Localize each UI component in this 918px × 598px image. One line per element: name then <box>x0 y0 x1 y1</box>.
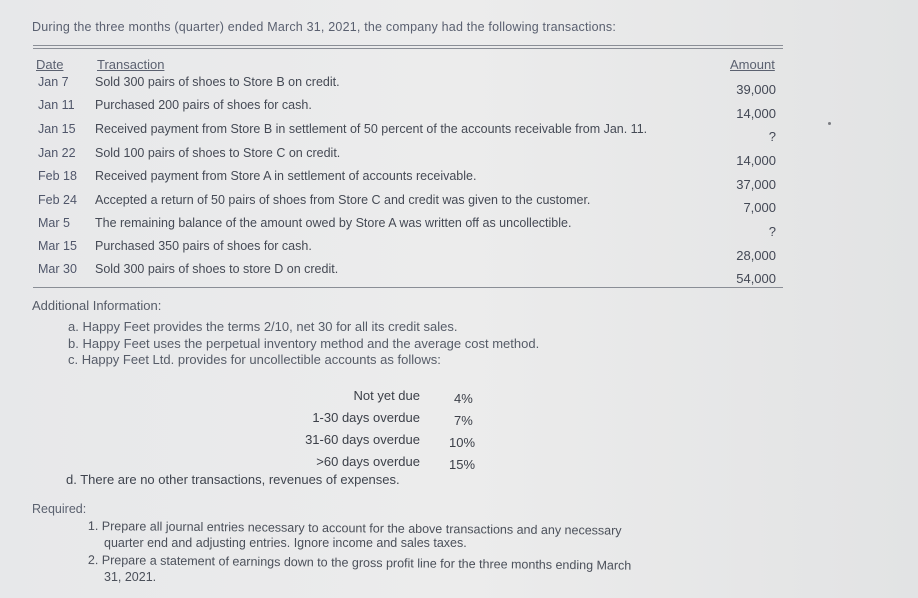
amount-cell: 14,000 <box>736 106 776 121</box>
row-date: Jan 7 <box>38 75 69 89</box>
additional-item: c. Happy Feet Ltd. provides for uncollectible accounts as follows: <box>68 352 441 367</box>
row-transaction: Purchased 350 pairs of shoes for cash. <box>95 239 312 253</box>
required-heading: Required: <box>32 502 87 516</box>
row-date: Jan 11 <box>38 98 75 112</box>
row-transaction: Sold 100 pairs of shoes to Store C on credit. <box>95 146 341 160</box>
row-transaction: Sold 300 pairs of shoes to store D on credit. <box>95 262 339 276</box>
row-transaction: Accepted a return of 50 pairs of shoes from Store C and credit was given to the customer. <box>95 193 591 207</box>
required-item-2: 2. Prepare a statement of earnings down to the gross profit line for the three months ending March <box>87 553 632 573</box>
aging-label: 1-30 days overdue <box>312 410 420 425</box>
required-item-1: 1. Prepare all journal entries necessary to account for the above transactions and any necessary <box>87 519 622 538</box>
table-top-rule-2 <box>33 48 783 49</box>
table-top-rule <box>33 45 783 46</box>
row-date: Feb 24 <box>38 193 77 207</box>
aging-rate: 4% <box>454 391 473 406</box>
required-item-1-cont: quarter end and adjusting entries. Ignore income and sales taxes. <box>104 536 467 550</box>
additional-item-d: d. There are no other transactions, revenues of expenses. <box>66 472 400 487</box>
amount-cell: 7,000 <box>743 200 776 215</box>
table-bottom-rule <box>33 287 783 288</box>
aging-rate: 15% <box>449 457 476 472</box>
dust-speck <box>828 122 831 125</box>
aging-label: >60 days overdue <box>316 454 420 469</box>
aging-rate: 7% <box>454 413 473 428</box>
row-date: Mar 30 <box>38 262 77 276</box>
row-date: Feb 18 <box>38 169 77 183</box>
row-date: Mar 5 <box>38 216 70 230</box>
row-transaction: Purchased 200 pairs of shoes for cash. <box>95 98 312 112</box>
amount-cell: 37,000 <box>736 177 776 192</box>
required-item-2-cont: 31, 2021. <box>104 570 157 584</box>
amount-cell: 54,000 <box>736 271 776 286</box>
amount-cell: 28,000 <box>736 248 776 263</box>
row-date: Jan 15 <box>38 122 76 136</box>
header-date: Date <box>36 57 64 72</box>
row-date: Mar 15 <box>38 239 77 253</box>
amount-cell: 39,000 <box>736 82 776 97</box>
amount-cell: ? <box>768 224 776 239</box>
additional-item: b. Happy Feet uses the perpetual inventory method and the average cost method. <box>68 336 540 351</box>
row-transaction: The remaining balance of the amount owed by Store A was written off as uncollectible. <box>95 216 572 230</box>
header-transaction: Transaction <box>97 57 165 72</box>
aging-label: Not yet due <box>353 388 420 403</box>
additional-item: a. Happy Feet provides the terms 2/10, net 30 for all its credit sales. <box>68 319 458 334</box>
row-transaction: Received payment from Store A in settlement of accounts receivable. <box>95 169 477 183</box>
aging-rate: 10% <box>449 435 476 450</box>
intro-text: During the three months (quarter) ended March 31, 2021, the company had the following transactions: <box>32 20 617 34</box>
aging-label: 31-60 days overdue <box>305 432 420 447</box>
additional-heading: Additional Information: <box>32 298 162 313</box>
header-amount: Amount <box>730 57 775 72</box>
amount-cell: ? <box>768 129 776 144</box>
row-transaction: Sold 300 pairs of shoes to Store B on credit. <box>95 75 340 89</box>
row-date: Jan 22 <box>38 146 76 160</box>
amount-cell: 14,000 <box>736 153 776 168</box>
row-transaction: Received payment from Store B in settlement of 50 percent of the accounts receivable from Jan. 11. <box>95 122 648 136</box>
